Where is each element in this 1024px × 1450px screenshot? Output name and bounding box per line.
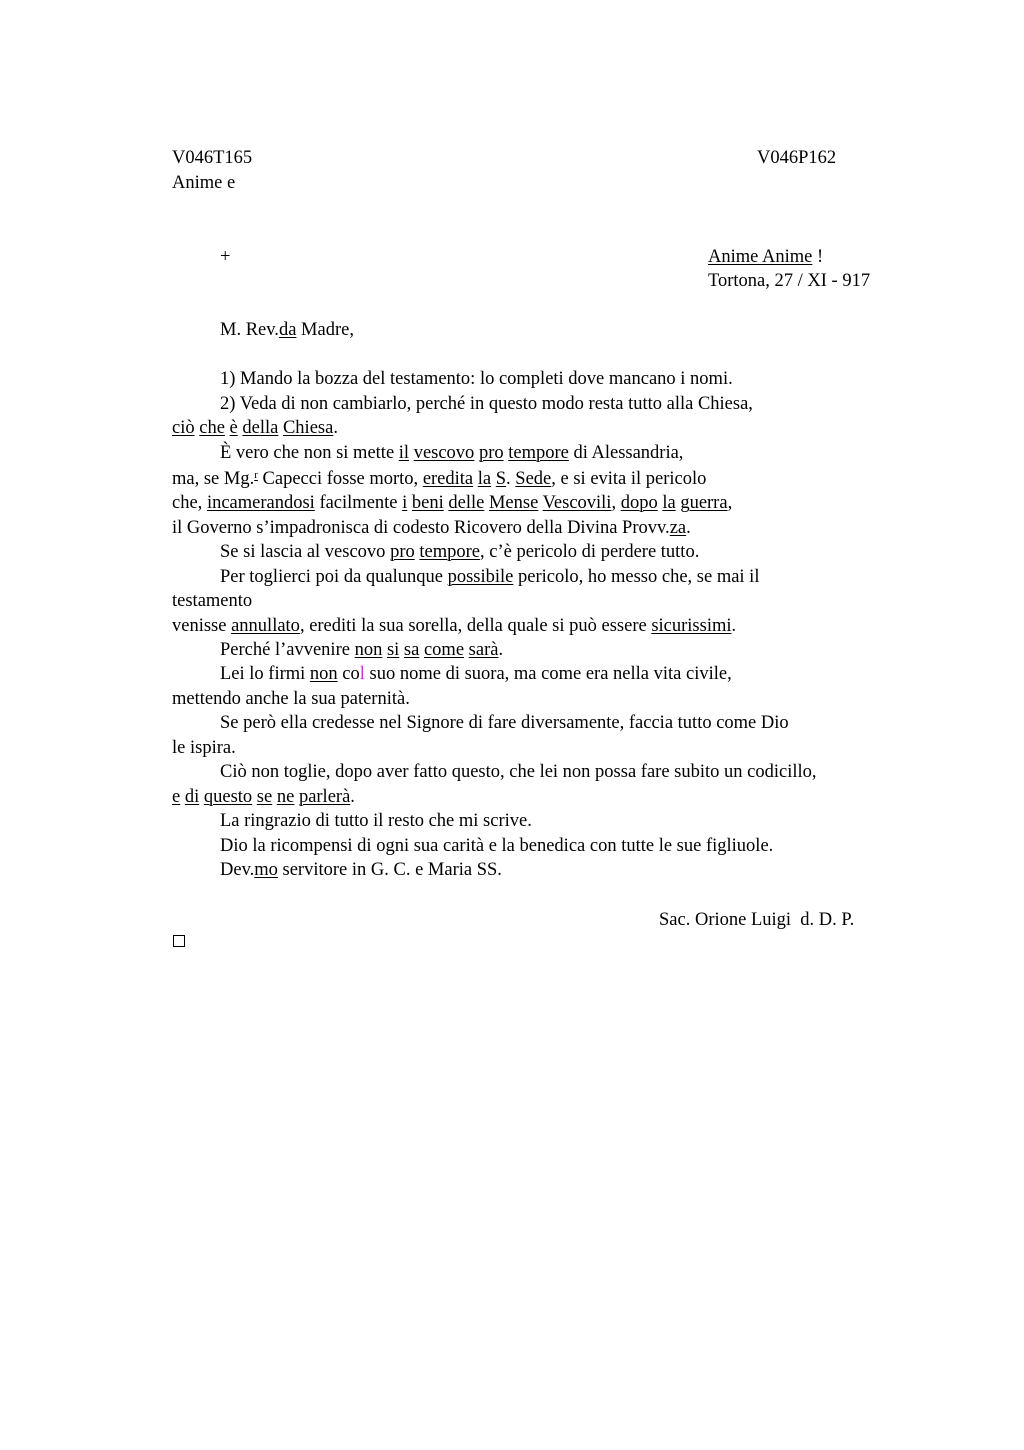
- document-code-right: V046P162: [757, 148, 837, 168]
- u-word: la: [477, 469, 492, 489]
- text-span: ,: [611, 493, 621, 513]
- u-word: sicurissimi: [651, 616, 732, 636]
- u-word: beni: [411, 493, 444, 513]
- u-word: za: [669, 518, 687, 538]
- body-line: mettendo anche la sua paternità.: [172, 689, 410, 709]
- text-span: , e si evita il pericolo: [551, 469, 707, 489]
- text-span: pericolo, ho messo che, se mai il: [513, 567, 760, 587]
- u-word: pro: [478, 443, 504, 463]
- u-word: guerra: [680, 493, 728, 513]
- u-word: S: [495, 469, 507, 489]
- u-word: Mense: [488, 493, 539, 513]
- cross-mark: +: [220, 247, 231, 267]
- u-word: annullato: [231, 616, 300, 636]
- body-line: [220, 662, 732, 686]
- document-subtitle: Anime e: [172, 173, 236, 193]
- text-span: facilmente: [314, 493, 403, 513]
- highlighted-letter: l: [359, 664, 365, 684]
- u-word: delle: [448, 493, 485, 513]
- text-span: co: [337, 664, 360, 684]
- text-span: il Governo s’impadronisca di codesto Ricovero della Divina Provv.: [172, 518, 670, 538]
- text-span: Lei lo firmi: [220, 664, 310, 684]
- body-line: [172, 416, 338, 440]
- u-word: la: [662, 493, 676, 513]
- u-word: sarà: [468, 640, 499, 660]
- text-span: venisse: [172, 616, 232, 636]
- body-line: [172, 614, 736, 638]
- u-word: pro: [390, 542, 415, 562]
- body-line: 1) Mando la bozza del testamento: lo completi dove mancano i nomi.: [220, 369, 733, 389]
- motto: [708, 245, 823, 269]
- body-line: [220, 638, 503, 662]
- u-word: questo: [203, 787, 253, 807]
- text-span: .: [498, 640, 504, 660]
- body-line: Dio la ricompensi di ogni sua carità e la benedica con tutte le sue figliuole.: [220, 836, 774, 856]
- body-line: 2) Veda di non cambiarlo, perché in questo modo resta tutto alla Chiesa,: [220, 394, 753, 414]
- text-span: Se si lascia al vescovo: [220, 542, 391, 562]
- u-word: i: [402, 493, 408, 513]
- text-span: ,: [727, 493, 733, 513]
- u-word: Sede: [515, 469, 552, 489]
- u-word: il: [398, 443, 410, 463]
- u-word: parlerà: [298, 787, 351, 807]
- u-word: di: [184, 787, 200, 807]
- body-line: La ringrazio di tutto il resto che mi scrive.: [220, 811, 532, 831]
- text-span: .: [333, 418, 338, 438]
- body-line: [172, 516, 691, 540]
- u-word: mo: [254, 860, 278, 880]
- text-span: È vero che non si mette: [220, 443, 399, 463]
- u-word: non: [309, 664, 338, 684]
- u-word: è: [229, 418, 238, 438]
- text-span: suo nome di suora, ma come era nella vita civile,: [364, 664, 732, 684]
- u-word: sa: [403, 640, 420, 660]
- body-line: testamento: [172, 591, 253, 611]
- u-word: tempore: [419, 542, 480, 562]
- body-line: le ispira.: [172, 738, 236, 758]
- text-span: .: [350, 787, 355, 807]
- u-word: se: [256, 787, 273, 807]
- document-code-left: V046T165: [172, 148, 253, 168]
- u-word: non: [354, 640, 383, 660]
- text-span: Perché l’avvenire: [220, 640, 355, 660]
- u-word: come: [423, 640, 465, 660]
- text-span: Dev.: [220, 860, 255, 880]
- u-word: della: [242, 418, 279, 438]
- text-span: Capecci fosse morto,: [257, 469, 423, 489]
- text-span: .: [506, 469, 516, 489]
- body-line: [220, 441, 683, 465]
- motto-underlined: Anime Anime: [708, 247, 813, 267]
- u-word: vescovo: [413, 443, 475, 463]
- text-span: di Alessandria,: [568, 443, 684, 463]
- body-line: Ciò non toglie, dopo aver fatto questo, che lei non possa fare subito un codicillo,: [220, 762, 817, 782]
- u-word: Vescovili: [542, 493, 612, 513]
- body-line: Se però ella credesse nel Signore di fare diversamente, faccia tutto come Dio: [220, 713, 789, 733]
- place-date: Tortona, 27 / XI - 917: [708, 271, 871, 291]
- salutation-post: Madre,: [296, 320, 354, 340]
- text-span: ma, se Mg.: [172, 469, 255, 489]
- u-word: possibile: [447, 567, 514, 587]
- salutation-pre: M. Rev.: [220, 320, 279, 340]
- text-span: Per toglierci poi da qualunque: [220, 567, 448, 587]
- signature: Sac. Orione Luigi d. D. P.: [659, 910, 855, 930]
- end-square-icon: [173, 935, 185, 947]
- u-word: si: [386, 640, 400, 660]
- u-word: dopo: [620, 493, 658, 513]
- salutation: [220, 318, 354, 342]
- salutation-abbr: da: [278, 320, 297, 340]
- u-word: e: [172, 787, 181, 807]
- superscript: r: [254, 469, 258, 481]
- u-word: tempore: [508, 443, 569, 463]
- body-line: [172, 491, 732, 515]
- u-word: incamerandosi: [206, 493, 315, 513]
- u-word: che: [199, 418, 225, 438]
- u-word: Chiesa: [282, 418, 334, 438]
- u-word: ciò: [172, 418, 195, 438]
- u-word: ne: [276, 787, 295, 807]
- text-span: , c’è pericolo di perdere tutto.: [479, 542, 700, 562]
- text-span: , erediti la sua sorella, della quale si può essere: [299, 616, 652, 636]
- u-word: eredita: [422, 469, 474, 489]
- body-line: [172, 467, 706, 491]
- body-line: [220, 565, 759, 589]
- text-span: .: [731, 616, 737, 636]
- text-span: servitore in G. C. e Maria SS.: [277, 860, 502, 880]
- text-span: che,: [172, 493, 207, 513]
- body-line: [220, 540, 699, 564]
- text-span: .: [686, 518, 691, 538]
- body-line: [172, 785, 355, 809]
- body-line: [220, 858, 502, 882]
- motto-tail: !: [812, 247, 824, 267]
